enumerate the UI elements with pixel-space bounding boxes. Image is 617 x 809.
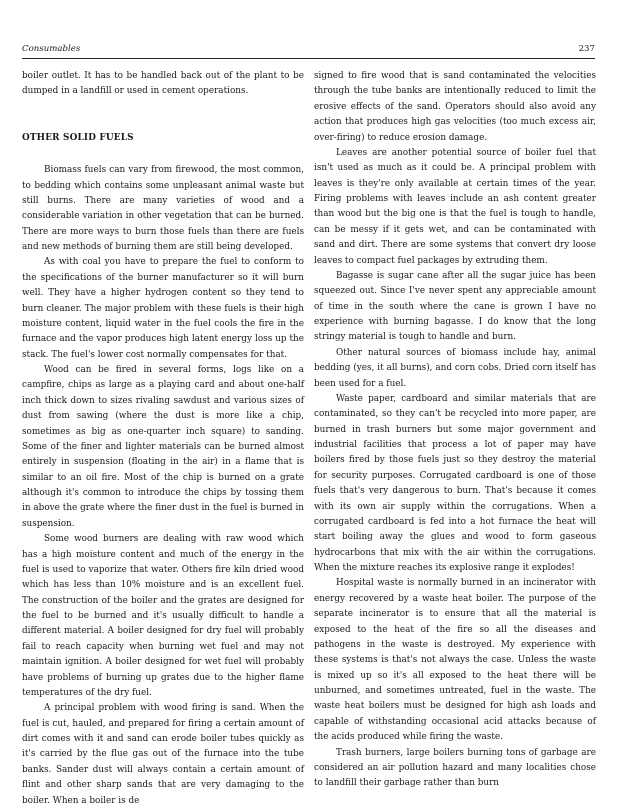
- paragraph: A principal problem with wood firing is sand. When the fuel is cut, hauled, and prepared for firing a certain amount of dirt comes with it and sand can erode boiler tubes quickly as it's carried by the flue gas out of the furnace into the tube banks. Sander dust will always contain a certain amount of flint and other sharp sands that are very damaging to the boiler. When a boiler is de: [22, 703, 304, 806]
- running-header: [22, 42, 595, 59]
- section-heading: OTHER SOLID FUELS: [22, 132, 134, 143]
- paragraph: Wood can be fired in several forms, logs like on a campfire, chips as large as a playing card and about one-half inch thick down to sizes rivaling sawdust and various sizes of dust from sawing (where the dust is more like a chip, sometimes as big as one-quarter inch square) to sanding. Some of the finer and lighter materials can be burned almost entirely in suspension (floating in the air) in a flame that is similar to an oil fire. Most of the chip is burned on a grate although it's common to introduce the chips by tossing them in above the grate where the finer dust in the fuel is burned in suspension.: [22, 365, 304, 529]
- page-number: 237: [578, 44, 595, 54]
- paragraph: Hospital waste is normally burned in an incinerator with energy recovered by a waste heat boiler. The purpose of the separate incinerator is to ensure that all the material is exposed to the heat of the fire so all the diseases and pathogens in the waste is destroyed. My experience with these systems is that's not always the case. Unless the waste is mixed up so it's all exposed to the heat there will be unburned, and sometimes untreated, fuel in the waste. The waste heat boilers must be designed for high ash loads and capable of withstanding occasional acid attacks because of the acids produced while firing the waste.: [314, 578, 596, 743]
- continuation-paragraph: signed to fire wood that is sand contaminated the velocities through the tube banks are intentionally reduced to limit the erosive effects of the sand. Operators should also avoid any action that produces high gas velocities (too much excess air, over-firing) to reduce erosion damage.: [314, 71, 596, 143]
- running-title: Consumables: [22, 44, 81, 54]
- continuation-paragraph: boiler outlet. It has to be handled back out of the plant to be dumped in a landfill or used in cement operations.: [22, 71, 304, 97]
- paragraph: Leaves are another potential source of boiler fuel that isn't used as much as it could be. A principal problem with leaves is they're only available at certain times of the year. Firing problems with leaves include an ash content greater than wood but the big one is that the fuel is tough to handle, can be messy if it gets wet, and can be contaminated with sand and dirt. There are some systems that convert dry loose leaves to compact fuel packages by extruding them.: [314, 147, 596, 266]
- paragraph: As with coal you have to prepare the fuel to conform to the specifications of the burner manufacturer so it will burn well. They have a higher hydrogen content so they tend to burn cleaner. The major problem with these fuels is their high moisture content, liquid water in the fuel cools the fire in the furnace and the vapor produces high latent energy loss up the stack. The fuel's lower cost normally compensates for that.: [22, 257, 304, 360]
- paragraph: Biomass fuels can vary from firewood, the most common, to bedding which contains some unpleasant animal waste but still burns. There are many varieties of wood and a considerable variation in other vegetation that can be burned. There are more ways to burn those fuels than there are fuels and new methods of burning them are still being developed.: [22, 165, 304, 252]
- paragraph: Bagasse is sugar cane after all the sugar juice has been squeezed out. Since I've never spent any appreciable amount of time in the south where the cane is grown I have no experience with burning bagasse. I do know that the long stringy material is tough to handle and burn.: [314, 270, 596, 343]
- paragraph: Waste paper, cardboard and similar materials that are contaminated, so they can't be recycled into more paper, are burned in trash burners but some major government and industrial facilities that process a lot of paper may have boilers fired by those fuels just so they destroy the material for security purposes. Corrugated cardboard is one of those fuels that's very dangerous to burn. That's because it comes with its own air supply within the corrugations. When a corrugated cardboard is fed into a hot furnace the heat will start boiling away the glues and wood to form gaseous hydrocarbons that mix with the air within the corrugations. When the mixture reaches its explosive range it explodes!: [314, 393, 596, 573]
- right-column: [314, 69, 596, 792]
- paragraph: Trash burners, large boilers burning tons of garbage are considered an air pollution hazard and many localities chose to landfill their garbage rather than burn: [314, 747, 596, 789]
- left-column: [22, 69, 304, 809]
- paragraph: Some wood burners are dealing with raw wood which has a high moisture content and much of the energy in the fuel is used to vaporize that water. Others fire kiln dried wood which has less than 10% moisture and is an excellent fuel. The construction of the boiler and the grates are designed for the fuel to be burned and it's usually difficult to handle a different material. A boiler designed for dry fuel will probably fail to reach capacity when burning wet fuel and may not maintain ignition. A boiler designed for wet fuel will probably have problems of burning up grates due to the higher flame temperatures of the dry fuel.: [22, 534, 304, 698]
- paragraph: Other natural sources of biomass include hay, animal bedding (yes, it all burns), and corn cobs. Dried corn itself has been used for a fuel.: [314, 347, 596, 389]
